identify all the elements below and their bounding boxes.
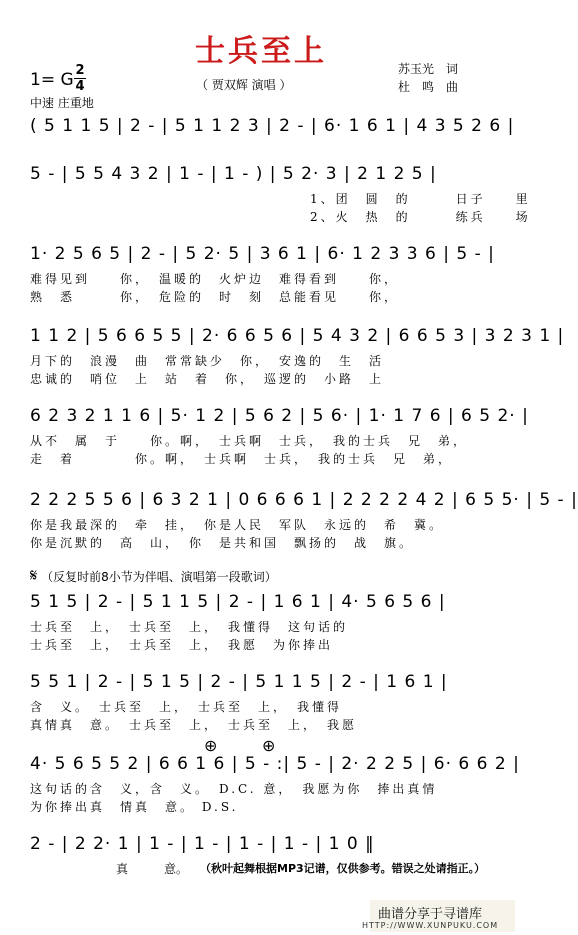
singer-credit: （ 贾双辉 演唱 ） — [196, 78, 292, 92]
lyric-verse-1: 1、团 圆 的 日子 里 — [310, 192, 531, 206]
lyric-verse-2: 为你捧出真 情真 意。 D.S. — [30, 800, 239, 814]
system-notes: 1 1 2 | 5 6 6 5 5 | 2· 6 6 5 6 | 5 4 3 2 | 6 6 5 3 | 3 2 3 1 | — [30, 326, 565, 346]
footer-site-url: HTTP://WWW.XUNPUKU.COM — [362, 921, 499, 930]
repeat-instruction — [30, 566, 277, 586]
coda-icon: ⊕ — [262, 736, 276, 755]
lyric-verse-2: 走 着 你。啊， 士兵啊 士兵， 我的士兵 兄 弟， — [30, 452, 454, 466]
lyricist-credit: 苏玉光 词 — [398, 62, 459, 76]
time-signature-bottom: 4 — [75, 79, 85, 94]
system-notes: 2 2 2 5 5 6 | 6 3 2 1 | 0 6 6 6 1 | 2 2 2 2 4 2 | 6 5 5· | 5 - | — [30, 490, 578, 510]
lyric-verse-1: 月下的 浪漫 曲 常常缺少 你， 安逸的 生 活 — [30, 354, 385, 368]
system-notes: 1· 2 5 6 5 | 2 - | 5 2· 5 | 3 6 1 | 6· 1 2 3 3 6 | 5 - | — [30, 244, 495, 264]
lyric-verse-2: 士兵至 上， 士兵至 上， 我愿 为你捧出 — [30, 638, 334, 652]
tempo-marking: 中速 庄重地 — [30, 96, 94, 110]
lyric-verse-2: 2、火 热 的 练兵 场 — [310, 210, 531, 224]
lyric-verse-1: 你是我最深的 牵 挂， 你是人民 军队 永远的 希 冀。 — [30, 518, 445, 532]
lyric-verse-1: 难得见到 你， 温暖的 火炉边 难得看到 你， — [30, 272, 400, 286]
transcription-note: （秋叶起舞根据MP3记谱，仅供参考。错误之处请指正。） — [200, 862, 486, 875]
footer-site-name: 曲谱分享于寻谱库 — [378, 907, 483, 922]
lyric-verse-1: 含 义。 士兵至 上， 士兵至 上， 我懂得 — [30, 700, 343, 714]
lyric-verse-2: 熟 悉 你， 危险的 时 刻 总能看见 你， — [30, 290, 400, 304]
system-notes: 5 - | 5 5 4 3 2 | 1 - | 1 - ) | 5 2· 3 | 2 1 2 5 | — [30, 164, 437, 184]
time-signature — [74, 64, 86, 93]
final-lyric: 真 意。 — [116, 862, 189, 876]
system-notes: 5 5 1 | 2 - | 5 1 5 | 2 - | 5 1 1 5 | 2 - | 1 6 1 | — [30, 672, 448, 692]
system-notes: ( 5 1 1 5 | 2 - | 5 1 1 2 3 | 2 - | 6· 1 6 1 | 4 3 5 2 6 | — [30, 116, 515, 136]
system-notes: 5 1 5 | 2 - | 5 1 1 5 | 2 - | 1 6 1 | 4· 5 6 5 6 | — [30, 592, 446, 612]
song-title: 士兵至上 — [195, 34, 327, 69]
lyric-verse-1: 这句话的含 义，含 义。 D.C. 意， 我愿为你 捧出真情 — [30, 782, 438, 796]
time-signature-top: 2 — [75, 63, 85, 78]
segno-icon: 𝄋 — [30, 566, 38, 586]
system-notes: 6 2 3 2 1 1 6 | 5· 1 2 | 5 6 2 | 5 6· | 1· 1 7 6 | 6 5 2· | — [30, 406, 529, 426]
system-notes: 2 - | 2 2· 1 | 1 - | 1 - | 1 - | 1 - | 1 0 ‖ — [30, 834, 375, 854]
system-notes: 4· 5 6 5 5 2 | 6 6 1 6 | 5 - :| 5 - | 2· 2 2 5 | 6· 6 6 2 | — [30, 754, 520, 774]
lyric-verse-2: 忠诚的 哨位 上 站 着 你， 巡逻的 小路 上 — [30, 372, 385, 386]
lyric-verse-2: 真情真 意。 士兵至 上， 士兵至 上， 我愿 — [30, 718, 358, 732]
lyric-verse-1: 士兵至 上， 士兵至 上， 我懂得 这句话的 — [30, 620, 349, 634]
coda-icon: ⊕ — [204, 736, 218, 755]
composer-credit: 杜 鸣 曲 — [398, 80, 459, 94]
repeat-instruction-text: （反复时前8小节为伴唱、演唱第一段歌词） — [41, 570, 277, 584]
lyric-verse-2: 你是沉默的 高 山， 你 是共和国 飘扬的 战 旗。 — [30, 536, 415, 550]
lyric-verse-1: 从不 属 于 你。啊， 士兵啊 士兵， 我的士兵 兄 弟， — [30, 434, 469, 448]
key-signature: 1= G — [30, 70, 74, 90]
